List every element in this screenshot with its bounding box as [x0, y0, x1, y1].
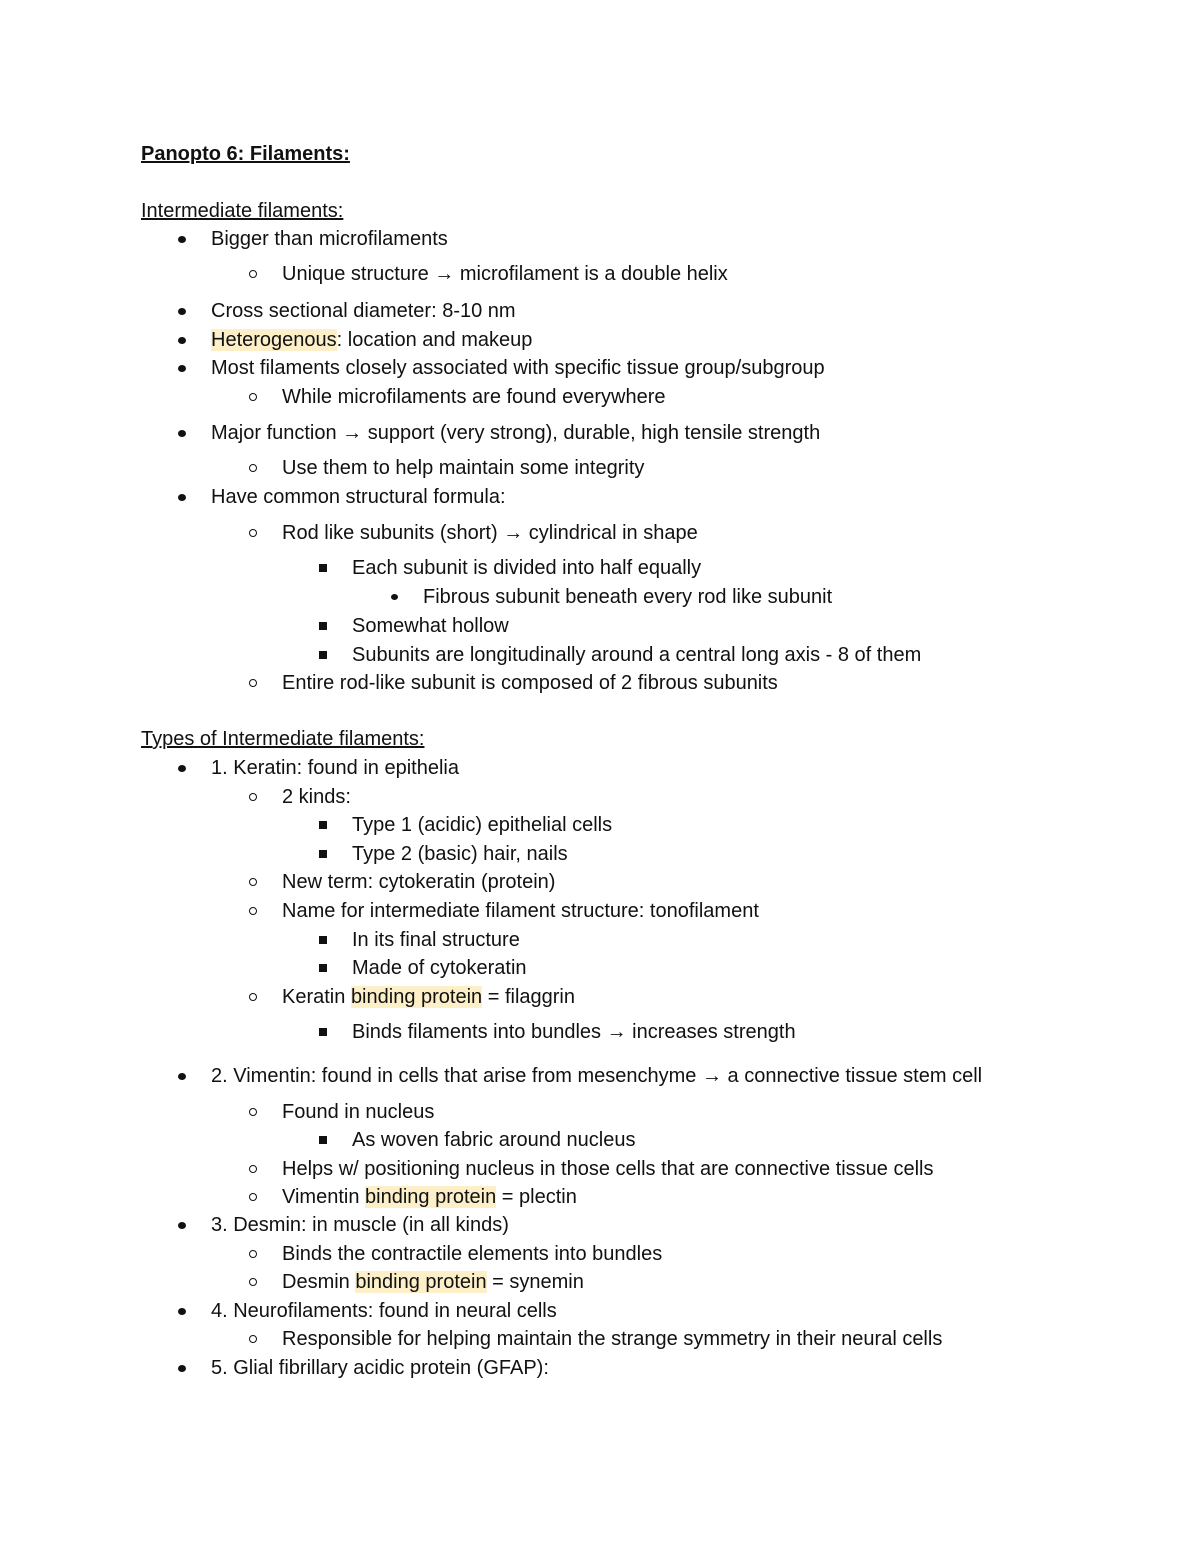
- bullet-circle-icon: [245, 456, 261, 480]
- bullet-circle-icon: [245, 899, 261, 923]
- list-item: [211, 227, 448, 251]
- bullet-square-icon: [315, 813, 331, 837]
- bullet-dot-icon: [174, 1213, 190, 1237]
- bullet-circle-icon: [245, 1242, 261, 1266]
- list-item: [282, 1157, 933, 1181]
- list-item: [282, 1242, 662, 1266]
- item-text: Binds filaments into bundles → increases strength: [352, 1021, 796, 1043]
- item-text: Name for intermediate filament structure: tonofilament: [282, 900, 759, 922]
- item-text: Somewhat hollow: [352, 615, 509, 637]
- bullet-dot-icon: [174, 356, 190, 380]
- item-text: Keratin: [282, 986, 351, 1008]
- list-item: [352, 928, 520, 952]
- list-item: [352, 813, 612, 837]
- section-heading: Types of Intermediate filaments:: [141, 728, 425, 750]
- list-item: [282, 899, 759, 923]
- bullet-dot-icon: [386, 585, 402, 609]
- item-text: 1. Keratin: found in epithelia: [211, 757, 459, 779]
- list-item: [352, 842, 568, 866]
- list-item: [282, 870, 555, 894]
- item-text: Fibrous subunit beneath every rod like subunit: [423, 586, 833, 608]
- page-title: Panopto 6: Filaments:: [141, 143, 350, 165]
- item-text: : location and makeup: [336, 329, 533, 351]
- list-item: [211, 421, 820, 445]
- list-item: [211, 1299, 557, 1323]
- item-text: While microfilaments are found everywhere: [282, 386, 666, 408]
- item-text: Each subunit is divided into half equally: [352, 557, 702, 579]
- list-item: [211, 1213, 509, 1237]
- item-text: Have common structural formula:: [211, 486, 506, 508]
- item-text: Binds the contractile elements into bundles: [282, 1243, 663, 1265]
- list-item: [352, 1020, 796, 1044]
- item-text: Desmin: [282, 1271, 356, 1293]
- bullet-dot-icon: [174, 227, 190, 251]
- item-text: In its final structure: [352, 929, 520, 951]
- item-text: Use them to help maintain some integrity: [282, 457, 645, 479]
- bullet-circle-icon: [245, 521, 261, 545]
- bullet-circle-icon: [245, 985, 261, 1009]
- bullet-dot-icon: [174, 299, 190, 323]
- item-text: 2 kinds:: [282, 786, 351, 808]
- list-item: [282, 1270, 584, 1294]
- list-item: [282, 1100, 434, 1124]
- item-text: = filaggrin: [482, 986, 575, 1008]
- list-item: [211, 356, 825, 380]
- bullet-circle-icon: [245, 1185, 261, 1209]
- bullet-dot-icon: [174, 421, 190, 445]
- list-item: [352, 956, 527, 980]
- item-text: Subunits are longitudinally around a central long axis - 8 of them: [352, 644, 922, 666]
- bullet-square-icon: [315, 1020, 331, 1044]
- bullet-square-icon: [315, 614, 331, 638]
- bullet-dot-icon: [174, 328, 190, 352]
- list-item: [352, 556, 701, 580]
- item-text: Rod like subunits (short) → cylindrical in shape: [282, 522, 698, 544]
- bullet-circle-icon: [245, 1157, 261, 1181]
- bullet-circle-icon: [245, 785, 261, 809]
- highlighted-term: Heterogenous: [211, 329, 337, 351]
- list-item: [282, 385, 666, 409]
- list-item: [282, 262, 728, 286]
- item-text: Type 2 (basic) hair, nails: [352, 843, 568, 865]
- bullet-dot-icon: [174, 1356, 190, 1380]
- highlighted-term: binding protein: [350, 986, 483, 1008]
- item-text: = synemin: [486, 1271, 584, 1293]
- list-item: [352, 614, 509, 638]
- highlighted-term: binding protein: [355, 1271, 487, 1293]
- bullet-circle-icon: [245, 870, 261, 894]
- list-item: [211, 1064, 982, 1088]
- list-item: [352, 1128, 636, 1152]
- bullet-square-icon: [315, 643, 331, 667]
- list-item: [282, 456, 644, 480]
- item-text: Unique structure → microfilament is a double helix: [282, 263, 728, 285]
- bullet-square-icon: [315, 956, 331, 980]
- bullet-circle-icon: [245, 1100, 261, 1124]
- list-item: [211, 299, 516, 323]
- item-text: As woven fabric around nucleus: [352, 1129, 636, 1151]
- bullet-square-icon: [315, 1128, 331, 1152]
- list-item: [282, 1327, 942, 1351]
- bullet-dot-icon: [174, 485, 190, 509]
- item-text: 5. Glial fibrillary acidic protein (GFAP):: [211, 1357, 549, 1379]
- list-item: [211, 756, 459, 780]
- bullet-circle-icon: [245, 1327, 261, 1351]
- item-text: Vimentin: [282, 1186, 366, 1208]
- bullet-circle-icon: [245, 262, 261, 286]
- item-text: Major function → support (very strong), durable, high tensile strength: [211, 422, 821, 444]
- section-heading: Intermediate filaments:: [141, 200, 344, 222]
- bullet-square-icon: [315, 928, 331, 952]
- item-text: Bigger than microfilaments: [211, 228, 448, 250]
- list-item: [211, 1356, 549, 1380]
- item-text: 4. Neurofilaments: found in neural cells: [211, 1300, 557, 1322]
- bullet-dot-icon: [174, 1299, 190, 1323]
- list-item: [282, 521, 698, 545]
- item-text: 2. Vimentin: found in cells that arise from mesenchyme → a connective tissue stem cell: [211, 1065, 983, 1087]
- item-text: New term: cytokeratin (protein): [282, 871, 556, 893]
- item-text: Found in nucleus: [282, 1101, 435, 1123]
- item-text: Made of cytokeratin: [352, 957, 527, 979]
- bullet-circle-icon: [245, 1270, 261, 1294]
- list-item: [352, 643, 921, 667]
- item-text: 3. Desmin: in muscle (in all kinds): [211, 1214, 509, 1236]
- list-item: [423, 585, 832, 609]
- bullet-square-icon: [315, 842, 331, 866]
- list-item: [282, 785, 351, 809]
- bullet-circle-icon: [245, 671, 261, 695]
- item-text: Helps w/ positioning nucleus in those cells that are connective tissue cells: [282, 1158, 934, 1180]
- list-item: [211, 328, 532, 352]
- item-text: Most filaments closely associated with specific tissue group/subgroup: [211, 357, 825, 379]
- item-text: Entire rod-like subunit is composed of 2 fibrous subunits: [282, 672, 778, 694]
- item-text: Responsible for helping maintain the strange symmetry in their neural cells: [282, 1328, 943, 1350]
- list-item: [282, 1185, 577, 1209]
- highlighted-term: binding protein: [365, 1186, 497, 1208]
- list-item: [282, 985, 575, 1009]
- list-item: [282, 671, 778, 695]
- bullet-dot-icon: [174, 756, 190, 780]
- item-text: = plectin: [496, 1186, 577, 1208]
- item-text: Cross sectional diameter: 8-10 nm: [211, 300, 516, 322]
- bullet-circle-icon: [245, 385, 261, 409]
- bullet-square-icon: [315, 556, 331, 580]
- list-item: [211, 485, 506, 509]
- bullet-dot-icon: [174, 1064, 190, 1088]
- item-text: Type 1 (acidic) epithelial cells: [352, 814, 613, 836]
